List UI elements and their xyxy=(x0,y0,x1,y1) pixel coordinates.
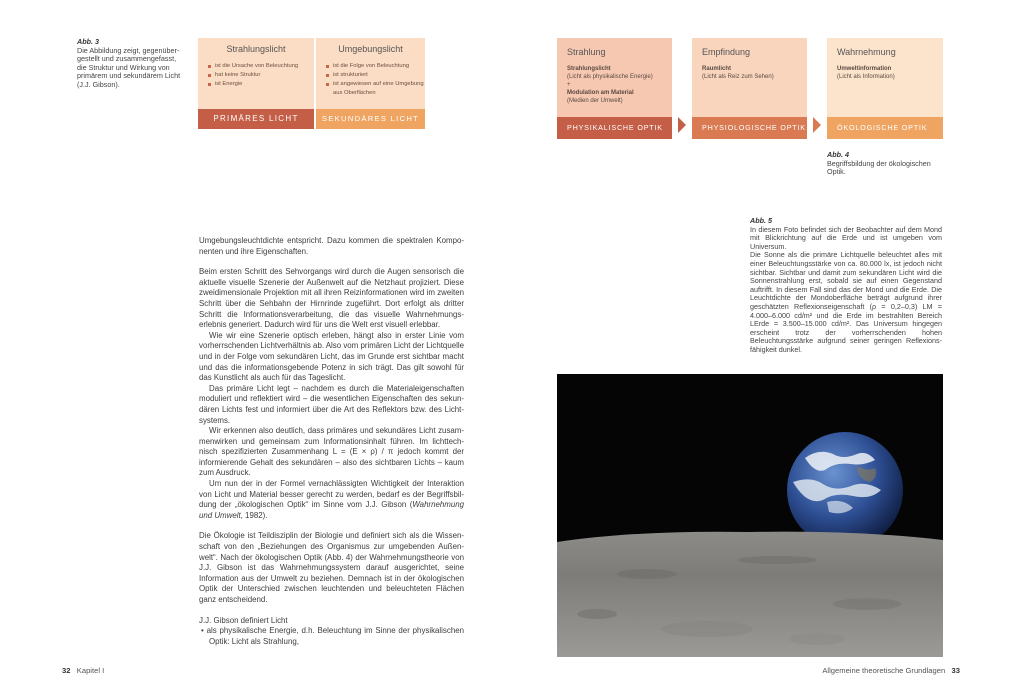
radiation-box xyxy=(557,38,672,139)
secondary-light-list xyxy=(326,62,425,98)
chapter-label: Kapitel I xyxy=(76,666,105,675)
perception-body xyxy=(837,65,943,81)
sensation-line1: Raumlicht xyxy=(702,66,732,72)
perception-line2: (Licht als Information) xyxy=(837,74,895,80)
body-paragraph: Das primäre Licht legt – nachdem es durch die Materialeigenschaften moduliert und reflektiert wird – die wesentlichen Eigenschaften des sekundären Lichts fest und informiert über die Art des Reflektors bzw. des Lichtsystems. xyxy=(199,383,464,425)
fig5-caption-label: Abb. 5 xyxy=(750,216,772,225)
secondary-light-box xyxy=(316,38,425,129)
fig5-caption-p2: Die Sonne als die primäre Lichtquelle beleuchtet alles mit einer Beleuchtungsstärke von ca. 80.000 lx, ist jedoch nicht sichtbar. Sichtbar und damit zum sekundären Licht wird die Sonnenstrahlung erst, sobald sie auf einen Gegenstand auftrifft. In diesem Fall sind das der Mond und die Erde. Die Leuchtdichte der Mondoberfläche beträgt aufgrund ihrer geschätzten Reflexionseigenschaft (ρ = 0,2–0,3) LM = 4.000–6.000 cd/m² und die Erde im bestrahlten Bereich LErde = 3.500–15.000 cd/m². Das Universum hingegen erscheint trotz der vorherrschenden hohen Beleuchtungsstärke aufgrund seiner geringen Reflexionsfähigkeit dunkel. xyxy=(750,250,942,354)
radiation-title: Strahlung xyxy=(567,47,606,57)
sensation-body xyxy=(702,65,807,81)
radiation-line2: (Licht als physikalische Energie) xyxy=(567,74,653,80)
perception-line1: Umweltinformation xyxy=(837,66,892,72)
sensation-box xyxy=(692,38,807,139)
body-paragraph: Umgebungsleuchtdichte entspricht. Dazu kommen die spektralen Komponenten und ihre Eigenschaften. xyxy=(199,236,464,256)
fig3-caption-text: Die Abbildung zeigt, gegenübergestellt und zusammengefasst, die Struktur und Wirkung von primärem und sekundärem Licht (J.J. Gibson). xyxy=(77,45,181,89)
list-item: ist Energie xyxy=(208,80,314,89)
perception-title: Wahrnehmung xyxy=(837,47,896,57)
sensation-line2: (Licht als Reiz zum Sehen) xyxy=(702,74,774,80)
physical-optics-footer: PHYSIKALISCHE OPTIK xyxy=(557,117,672,139)
body-paragraph: J.J. Gibson definiert Licht xyxy=(199,615,288,625)
secondary-light-title: Umgebungslicht xyxy=(338,44,403,54)
list-item: ist die Folge von Beleuchtung xyxy=(326,62,425,71)
body-text-span: , 1982). xyxy=(240,510,268,520)
bullet-text: als physikalische Energie, d.h. Beleuchtung im Sinne der physikalischen Optik: Licht als Strahlung, xyxy=(206,626,464,646)
fig5-caption-p1: In diesem Foto befindet sich der Beobachter auf dem Mond mit Blickrichtung auf die Erde und ist umgeben vom Universum. xyxy=(750,224,942,251)
primary-light-title: Strahlungslicht xyxy=(226,44,286,54)
perception-box xyxy=(827,38,943,139)
right-page-footer xyxy=(822,666,960,675)
right-page-number: 33 xyxy=(951,666,960,675)
radiation-line4: (Medien der Umwelt) xyxy=(567,98,623,104)
arrow-right-icon xyxy=(678,117,686,133)
fig5-caption xyxy=(750,217,942,355)
fig4-caption xyxy=(827,151,939,177)
sensation-title: Empfindung xyxy=(702,47,751,57)
radiation-body xyxy=(567,65,672,105)
body-paragraph: Wir erkennen also deutlich, dass primäres und sekundäres Licht zusammenwirken und gemeinsam zum Informationsinhalt führen. Im lichttechnisch spezifizierten Zusammenhang L = (E × ρ) / π jedoch kommt der informierende Gehalt des sekundären – also des sichtbaren Lichts – kaum zum Ausdruck. xyxy=(199,426,464,478)
fig3-caption xyxy=(77,38,185,90)
list-item: ist strukturiert xyxy=(326,71,425,80)
radiation-line1: Strahlungslicht xyxy=(567,66,611,72)
body-paragraph xyxy=(199,479,464,521)
left-page-number: 32 xyxy=(62,666,71,675)
left-page-footer xyxy=(62,666,104,675)
physiological-optics-footer: PHYSIOLOGISCHE OPTIK xyxy=(692,117,807,139)
primary-light-footer: PRIMÄRES LICHT xyxy=(198,109,314,129)
fig3-caption-label: Abb. 3 xyxy=(77,37,99,46)
fig4-caption-text: Begriffsbildung der ökologischen Optik. xyxy=(827,158,931,177)
earthrise-photo xyxy=(557,374,943,657)
list-item: ist die Ursache von Beleuchtung xyxy=(208,62,314,71)
section-label: Allgemeine theoretische Grundlagen xyxy=(822,666,946,675)
list-item: ist angewiesen auf eine Umgebung aus Oberflächen xyxy=(326,80,425,98)
arrow-right-icon xyxy=(813,117,821,133)
primary-light-box xyxy=(198,38,314,129)
primary-light-list xyxy=(208,62,314,89)
body-text xyxy=(199,236,464,647)
body-text-span: Um nun der in der Formel vernachlässigten Wichtigkeit der Interaktion von Licht und Material besser gerecht zu werden, bedarf es der Begriffsbildung der „ökologischen Optik“ im Sinne vom J.J. Gibson ( xyxy=(199,479,464,510)
fig4-caption-label: Abb. 4 xyxy=(827,150,849,159)
radiation-plus: + xyxy=(567,82,571,88)
body-paragraph: Die Ökologie ist Teildisziplin der Biologie und definiert sich als die Wissenschaft von den „Beziehungen des Organismus zur umgebenden Außenwelt“. Nach der ökologischen Optik (Abb. 4) der Wahrnehmungstheorie von J.J. Gibson ist das Wahrnehmungssystem darauf ausgerichtet, seine Information aus der Umwelt zu beziehen. Demnach ist in der ökologischen Optik der Unterschied zwischen leuchtenden und beleuchteten Flächen ganz entscheidend. xyxy=(199,531,464,604)
body-paragraph: Beim ersten Schritt des Sehvorgangs wird durch die Augen sensorisch die aktuelle visuelle Szenerie der Außenwelt auf die Netzhaut projiziert. Diese zweidimensionale Projektion mit all ihren Reizinformationen wird im zweiten Schritt über die Sehbahn der Hirnrinde zugeführt. Dort erfolgt als dritter Schritt die Informationsverarbeitung, die das visuelle Wahrnehmungserlebnis generiert. Dadurch wird für uns die Welt erst visuell erlebbar. xyxy=(199,267,464,330)
ecological-optics-footer: ÖKOLOGISCHE OPTIK xyxy=(827,117,943,139)
radiation-line3: Modulation am Material xyxy=(567,90,634,96)
list-item: hat keine Struktur xyxy=(208,71,314,80)
book-title: Wahrnehmung und Umwelt xyxy=(199,500,464,520)
bullet-item: • als physikalische Energie, d.h. Beleuchtung im Sinne der physikalischen Optik: Licht als Strahlung, xyxy=(201,626,464,646)
body-paragraph: Wie wir eine Szenerie optisch erleben, hängt also in erster Linie vom vorherrschenden Lichtverhältnis ab. Also vom primären Licht der Lichtquelle und in der Folge vom sekundären Licht, das im Grunde erst sichtbar macht und das die informationsgebende Potenz in sich trägt. Das gilt sowohl für das Kunstlicht als auch für das Tageslicht. xyxy=(199,330,464,383)
secondary-light-footer: SEKUNDÄRES LICHT xyxy=(316,109,425,129)
